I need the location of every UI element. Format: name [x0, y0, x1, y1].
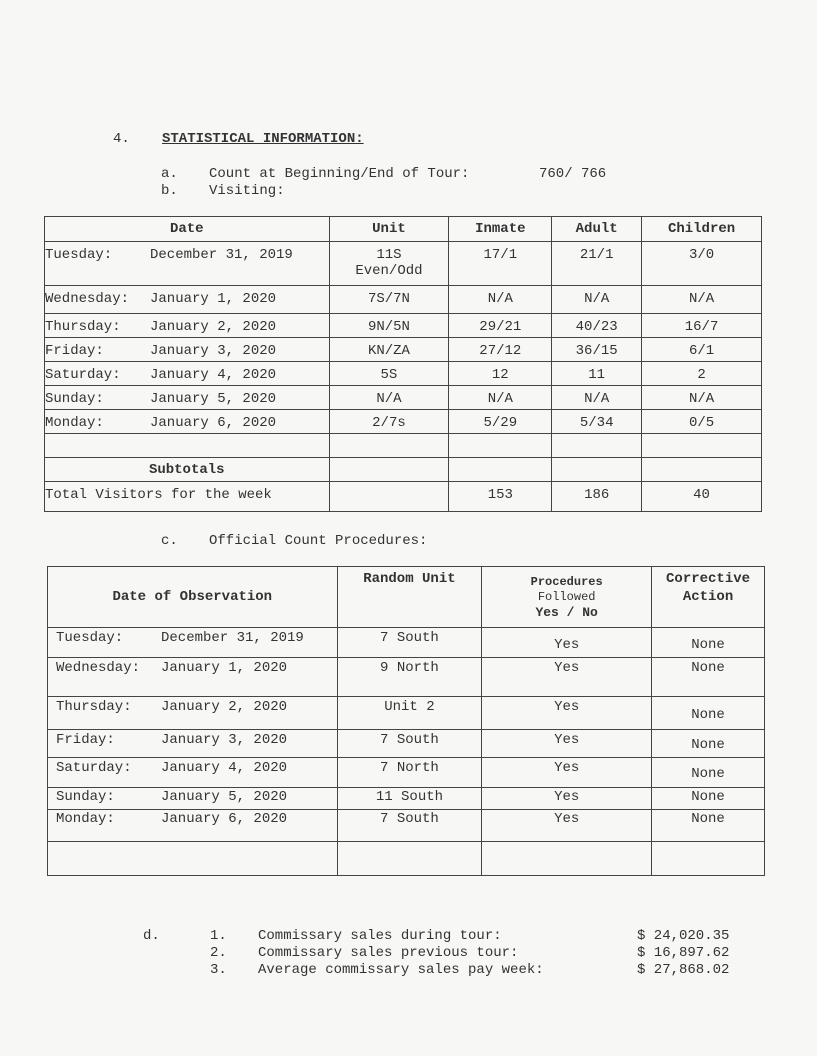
row-unit: N/A: [329, 386, 449, 410]
row-date: January 3, 2020: [150, 343, 277, 359]
obs-unit: 7 North: [337, 758, 482, 788]
row-adult: N/A: [552, 286, 642, 314]
total-row: [45, 482, 762, 512]
section-number: 4.: [113, 131, 130, 147]
row-unit: 2/7s: [329, 410, 449, 434]
table-row: [45, 410, 762, 434]
row-inmate: 17/1: [449, 242, 552, 286]
row-date: January 5, 2020: [150, 391, 277, 407]
row-date: January 1, 2020: [150, 291, 277, 307]
procedures-header-row: [48, 567, 765, 628]
row-day: Friday:: [45, 343, 104, 359]
header-unit: Unit: [329, 217, 449, 242]
row-children: 3/0: [642, 242, 762, 286]
count-procedures-table: [47, 566, 765, 876]
obs-action: None: [652, 810, 765, 842]
row-unit: 5S: [329, 362, 449, 386]
item-b-label: b.: [161, 183, 178, 199]
row-children: N/A: [642, 286, 762, 314]
table-row: [48, 730, 765, 758]
obs-followed: Yes: [482, 730, 652, 758]
obs-day: Tuesday:: [56, 630, 124, 646]
header-date: Date: [45, 217, 330, 242]
table-row: [45, 386, 762, 410]
table-row: [48, 628, 765, 658]
row-date: January 2, 2020: [150, 319, 277, 335]
header-children: Children: [642, 217, 762, 242]
obs-action: None: [652, 788, 765, 810]
obs-unit: Unit 2: [337, 697, 482, 730]
commissary-value: $ 27,868.02: [637, 962, 730, 978]
row-day: Monday:: [45, 415, 104, 431]
obs-followed: Yes: [482, 810, 652, 842]
header-action-line1: Corrective: [666, 571, 751, 587]
obs-followed: Yes: [482, 697, 652, 730]
row-children: 16/7: [642, 314, 762, 338]
subtotals-label: Subtotals: [45, 458, 330, 482]
obs-unit: 7 South: [337, 810, 482, 842]
item-a-label: a.: [161, 166, 178, 182]
obs-action: None: [652, 658, 765, 697]
table-row: [48, 758, 765, 788]
table-row: [48, 788, 765, 810]
row-day: Tuesday:: [45, 247, 113, 263]
obs-action: None: [652, 730, 765, 758]
table-row: [45, 242, 762, 286]
total-inmate: 153: [449, 482, 552, 512]
row-unit: KN/ZA: [329, 338, 449, 362]
header-adult: Adult: [552, 217, 642, 242]
commissary-text: Commissary sales previous tour:: [258, 945, 519, 961]
obs-date: January 1, 2020: [161, 660, 288, 676]
obs-date: January 5, 2020: [161, 789, 288, 805]
row-inmate: 12: [449, 362, 552, 386]
obs-day: Sunday:: [56, 789, 115, 805]
item-c-label: c.: [161, 533, 178, 549]
obs-day: Thursday:: [56, 699, 132, 715]
item-a-text: Count at Beginning/End of Tour:: [209, 166, 470, 182]
table-row: [48, 697, 765, 730]
total-children: 40: [642, 482, 762, 512]
obs-action: None: [652, 758, 765, 788]
row-unit: 11S Even/Odd: [329, 242, 449, 286]
table-row: [45, 286, 762, 314]
row-inmate: 5/29: [449, 410, 552, 434]
commissary-text: Average commissary sales pay week:: [258, 962, 544, 978]
obs-action: None: [652, 697, 765, 730]
obs-unit: 9 North: [337, 658, 482, 697]
row-day: Saturday:: [45, 367, 121, 383]
obs-followed: Yes: [482, 758, 652, 788]
row-children: 6/1: [642, 338, 762, 362]
header-procedures-followed: [482, 567, 652, 628]
obs-date: January 2, 2020: [161, 699, 288, 715]
row-inmate: N/A: [449, 286, 552, 314]
total-adult: 186: [552, 482, 642, 512]
item-c-title: Official Count Procedures:: [209, 533, 428, 549]
obs-date: January 6, 2020: [161, 811, 288, 827]
header-proc-line1: Procedures: [530, 574, 603, 589]
subtotals-row: [45, 458, 762, 482]
commissary-value: $ 16,897.62: [637, 945, 730, 961]
header-random-unit: Random Unit: [337, 567, 482, 628]
header-proc-line2: Followed: [537, 589, 596, 604]
obs-day: Monday:: [56, 811, 115, 827]
item-d-label: d.: [143, 928, 160, 944]
obs-unit: 7 South: [337, 730, 482, 758]
row-children: N/A: [642, 386, 762, 410]
visiting-header-row: [45, 217, 762, 242]
row-inmate: 27/12: [449, 338, 552, 362]
row-date: December 31, 2019: [150, 247, 293, 263]
commissary-value: $ 24,020.35: [637, 928, 730, 944]
commissary-num: 2.: [210, 945, 227, 961]
header-proc-line3: Yes / No: [535, 604, 598, 620]
table-row: [48, 810, 765, 842]
obs-unit: 7 South: [337, 628, 482, 658]
header-date-of-observation: Date of Observation: [48, 567, 338, 628]
blank-row: [48, 842, 765, 876]
item-a-value: 760/ 766: [539, 166, 607, 182]
header-corrective-action: [652, 567, 765, 628]
header-inmate: Inmate: [449, 217, 552, 242]
obs-date: January 3, 2020: [161, 732, 288, 748]
table-row: [45, 338, 762, 362]
obs-date: January 4, 2020: [161, 760, 288, 776]
obs-action: None: [652, 628, 765, 658]
row-date: January 6, 2020: [150, 415, 277, 431]
header-action-line2: Action: [682, 589, 734, 605]
row-adult: 21/1: [552, 242, 642, 286]
row-unit: 7S/7N: [329, 286, 449, 314]
obs-day: Saturday:: [56, 760, 132, 776]
row-day: Thursday:: [45, 319, 121, 335]
row-inmate: N/A: [449, 386, 552, 410]
row-unit: 9N/5N: [329, 314, 449, 338]
obs-followed: Yes: [482, 658, 652, 697]
table-row: [45, 314, 762, 338]
obs-date: December 31, 2019: [161, 630, 304, 646]
row-adult: 40/23: [552, 314, 642, 338]
visiting-table: [44, 216, 762, 512]
row-adult: 36/15: [552, 338, 642, 362]
obs-day: Friday:: [56, 732, 115, 748]
obs-day: Wednesday:: [56, 660, 141, 676]
row-inmate: 29/21: [449, 314, 552, 338]
commissary-num: 3.: [210, 962, 227, 978]
item-b-text: Visiting:: [209, 183, 285, 199]
table-row: [45, 362, 762, 386]
table-row: [48, 658, 765, 697]
obs-unit: 11 South: [337, 788, 482, 810]
row-children: 0/5: [642, 410, 762, 434]
row-day: Wednesday:: [45, 291, 130, 307]
section-title: STATISTICAL INFORMATION:: [162, 131, 364, 147]
commissary-text: Commissary sales during tour:: [258, 928, 502, 944]
row-adult: 5/34: [552, 410, 642, 434]
row-date: January 4, 2020: [150, 367, 277, 383]
obs-followed: Yes: [482, 788, 652, 810]
row-day: Sunday:: [45, 391, 104, 407]
row-adult: 11: [552, 362, 642, 386]
row-adult: N/A: [552, 386, 642, 410]
commissary-num: 1.: [210, 928, 227, 944]
row-children: 2: [642, 362, 762, 386]
total-label: Total Visitors for the week: [45, 482, 330, 512]
blank-row: [45, 434, 762, 458]
obs-followed: Yes: [482, 628, 652, 658]
